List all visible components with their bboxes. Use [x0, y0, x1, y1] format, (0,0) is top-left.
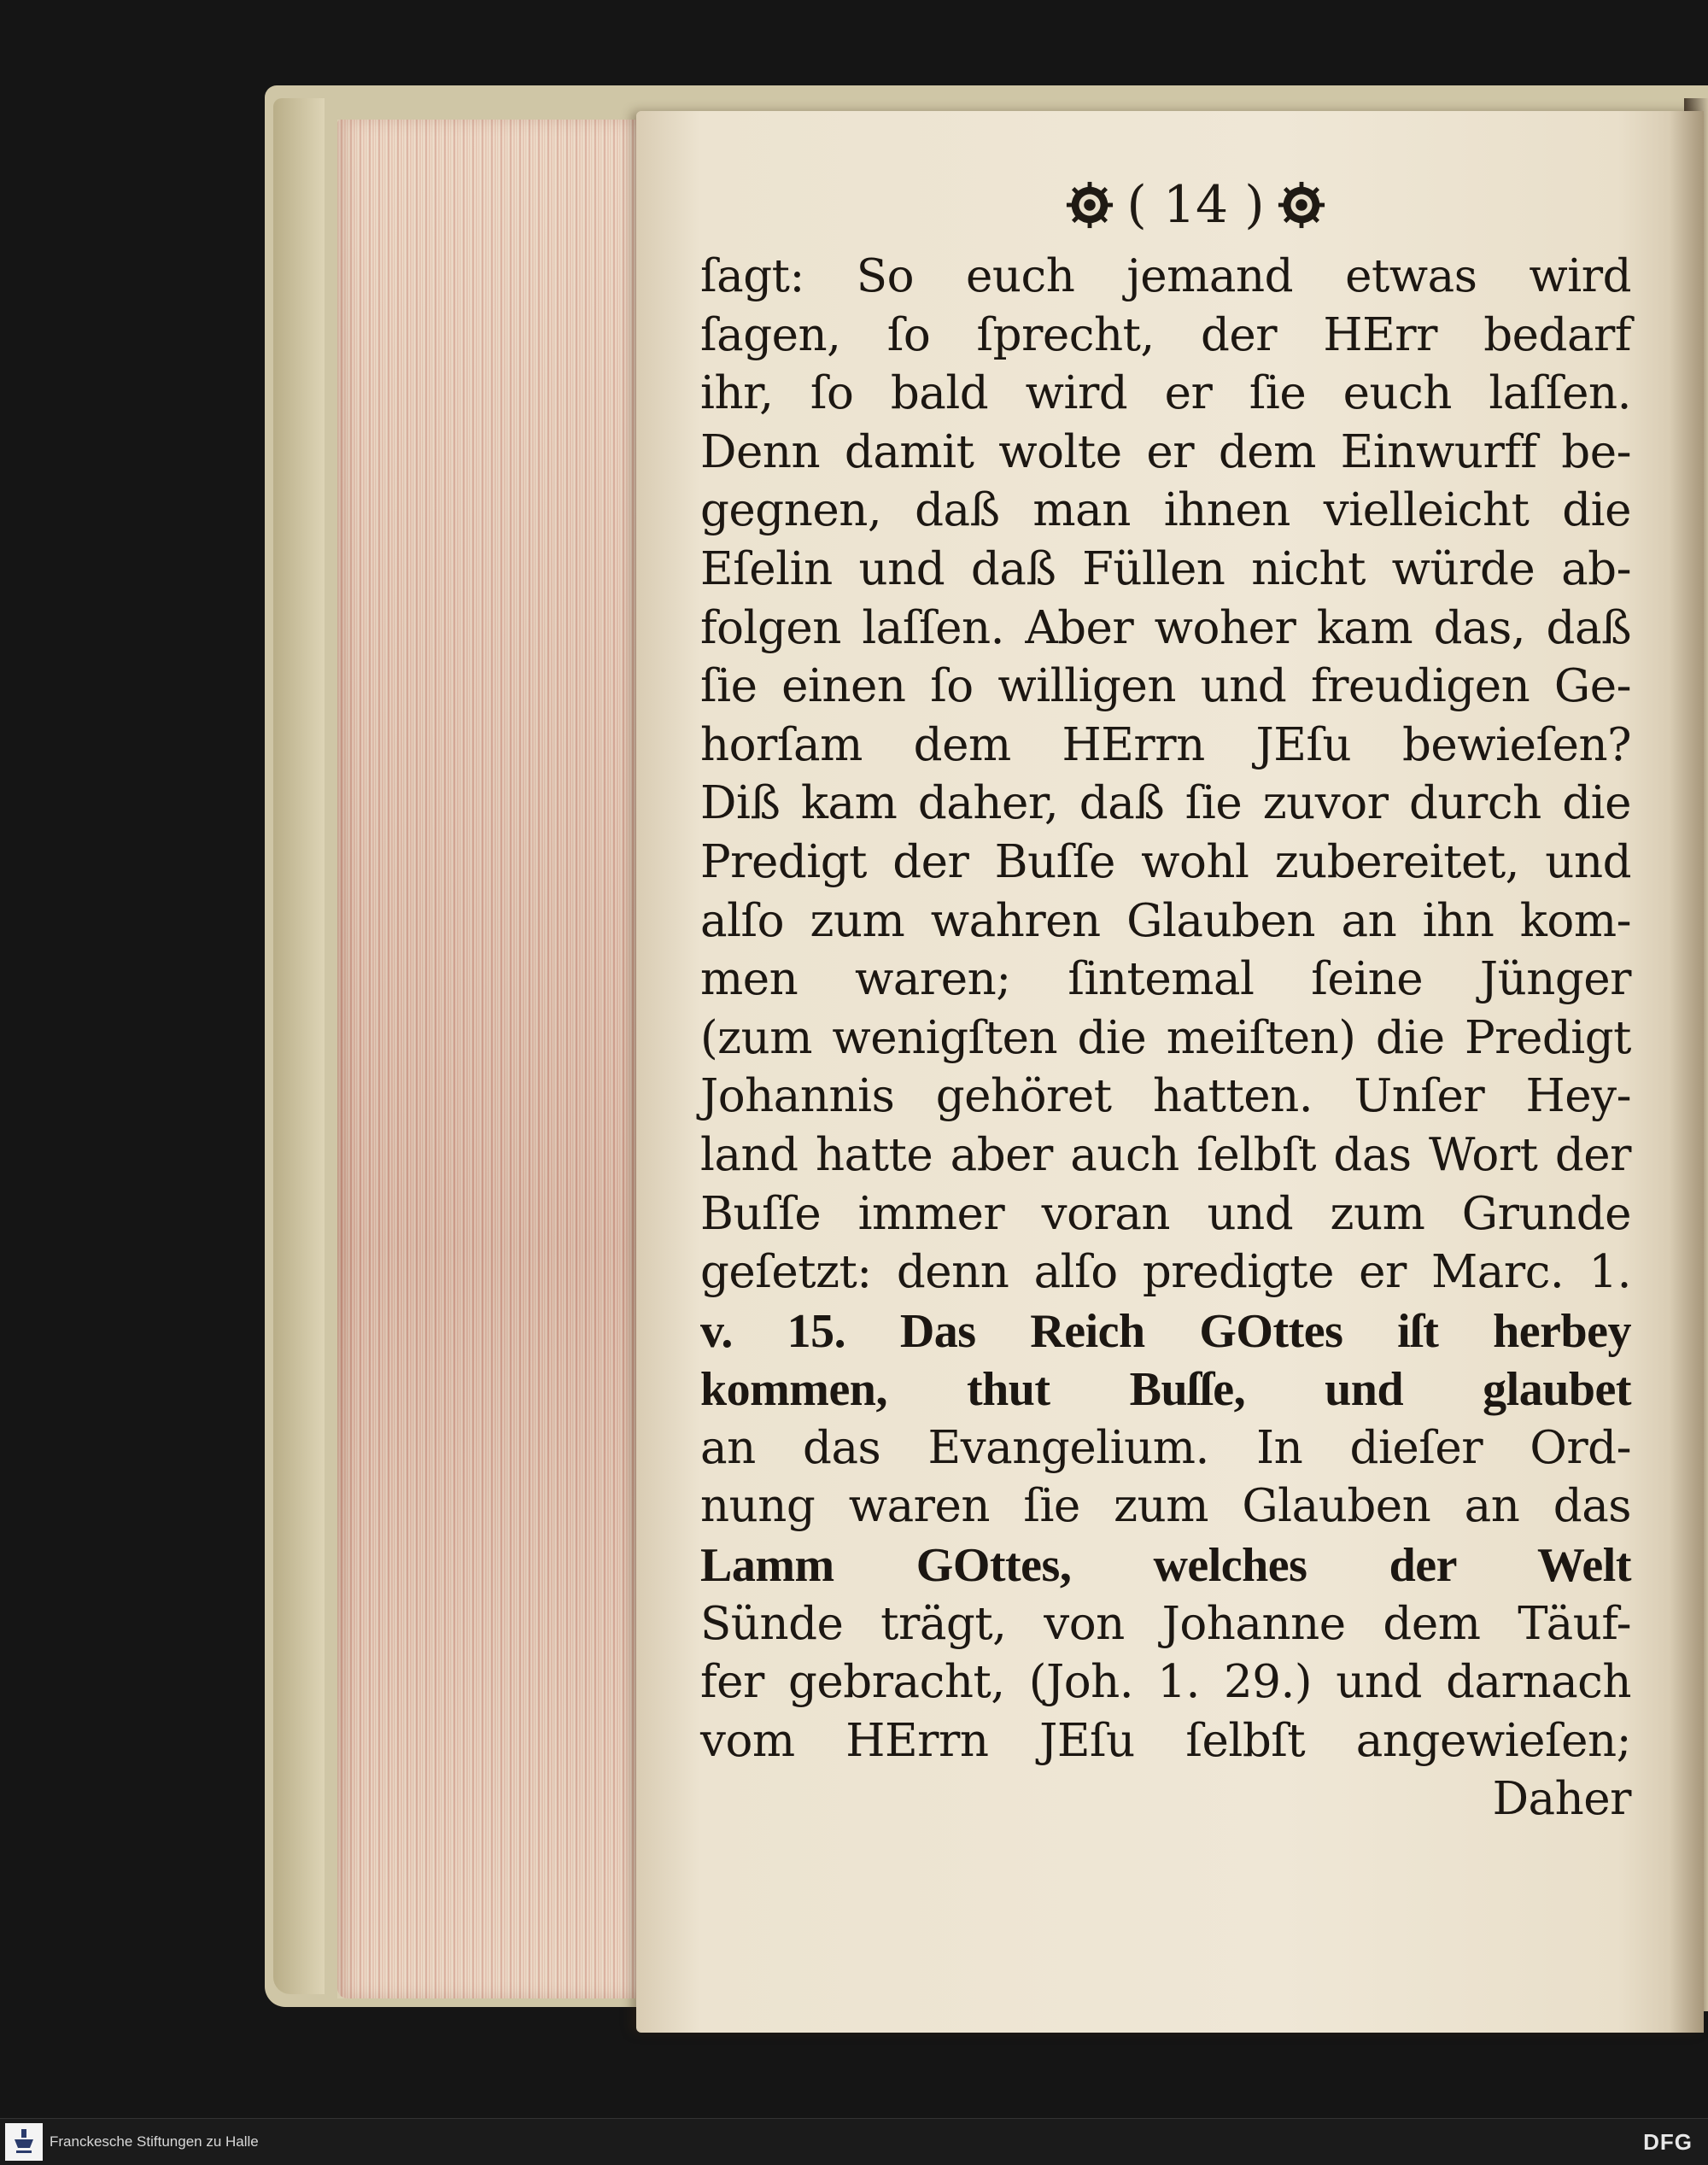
page-header [1016, 167, 1375, 243]
text-line: ſagen, ſo ſprecht, der HErr bedarf [700, 308, 1631, 361]
footer-institution [0, 2123, 259, 2161]
body-text [700, 248, 1631, 1829]
dfg-logo[interactable]: DFG [1643, 2128, 1693, 2155]
text-line: geſetzt: denn alſo predigte er Marc. 1. [700, 1246, 1631, 1299]
text-line: fer gebracht, (Joh. 1. 29.) und darnach [700, 1656, 1631, 1709]
text-line: nung waren ſie zum Glauben an das [700, 1480, 1631, 1533]
institution-logo-icon[interactable] [5, 2123, 43, 2161]
book-spine-shadow [273, 98, 325, 1994]
text-line: Buſſe immer voran und zum Grunde [700, 1187, 1631, 1240]
text-line: (zum wenigſten die meiſten) die Predigt [700, 1011, 1631, 1064]
page-edges [337, 120, 645, 1998]
text-line: vom HErrn JEſu ſelbſt angewieſen; [700, 1714, 1631, 1767]
text-line: land hatte aber auch ſelbſt das Wort der [700, 1128, 1631, 1181]
text-line: alſo zum wahren Glauben an ihn kom- [700, 894, 1631, 947]
text-line-quote: kommen, thut Buſſe, und glaubet [700, 1363, 1631, 1417]
text-line-quote: Lamm GOttes, welches der Welt [700, 1539, 1631, 1593]
page-number: ( 14 ) [1126, 175, 1265, 235]
text-line: Johannis gehöret hatten. Unſer Hey- [700, 1070, 1631, 1123]
page-gutter [1670, 111, 1704, 2033]
institution-name: Franckesche Stiftungen zu Halle [50, 2133, 259, 2150]
viewer-footer [0, 2118, 1708, 2165]
text-line: ſie einen ſo willigen und freudigen Ge- [700, 660, 1631, 713]
text-line-quote: v. 15. Das Reich GOttes iſt herbey [700, 1304, 1631, 1358]
ornament-left-icon [1065, 180, 1114, 230]
logo-mark-icon [11, 2127, 37, 2156]
text-line: Sünde trägt, von Johanne dem Täuf- [700, 1597, 1631, 1650]
text-line: ihr, ſo bald wird er ſie euch laſſen. [700, 367, 1631, 420]
text-line: an das Evangelium. In dieſer Ord- [700, 1421, 1631, 1474]
text-line: men waren; ſintemal ſeine Jünger [700, 953, 1631, 1006]
text-line: Denn damit wolte er dem Einwurff be- [700, 425, 1631, 478]
text-line: Eſelin und daß Füllen nicht würde ab- [700, 542, 1631, 595]
text-line: ſagt: So euch jemand etwas wird [700, 250, 1631, 302]
ornament-right-icon [1277, 180, 1326, 230]
text-line: folgen laſſen. Aber woher kam das, daß [700, 601, 1631, 654]
text-line: Diß kam daher, daß ſie zuvor durch die [700, 777, 1631, 830]
catchword: Daher [1492, 1773, 1631, 1826]
text-line: horſam dem HErrn JEſu bewieſen? [700, 718, 1631, 771]
text-line: gegnen, daß man ihnen vielleicht die [700, 484, 1631, 537]
text-line: Predigt der Buſſe wohl zubereitet, und [700, 835, 1631, 888]
